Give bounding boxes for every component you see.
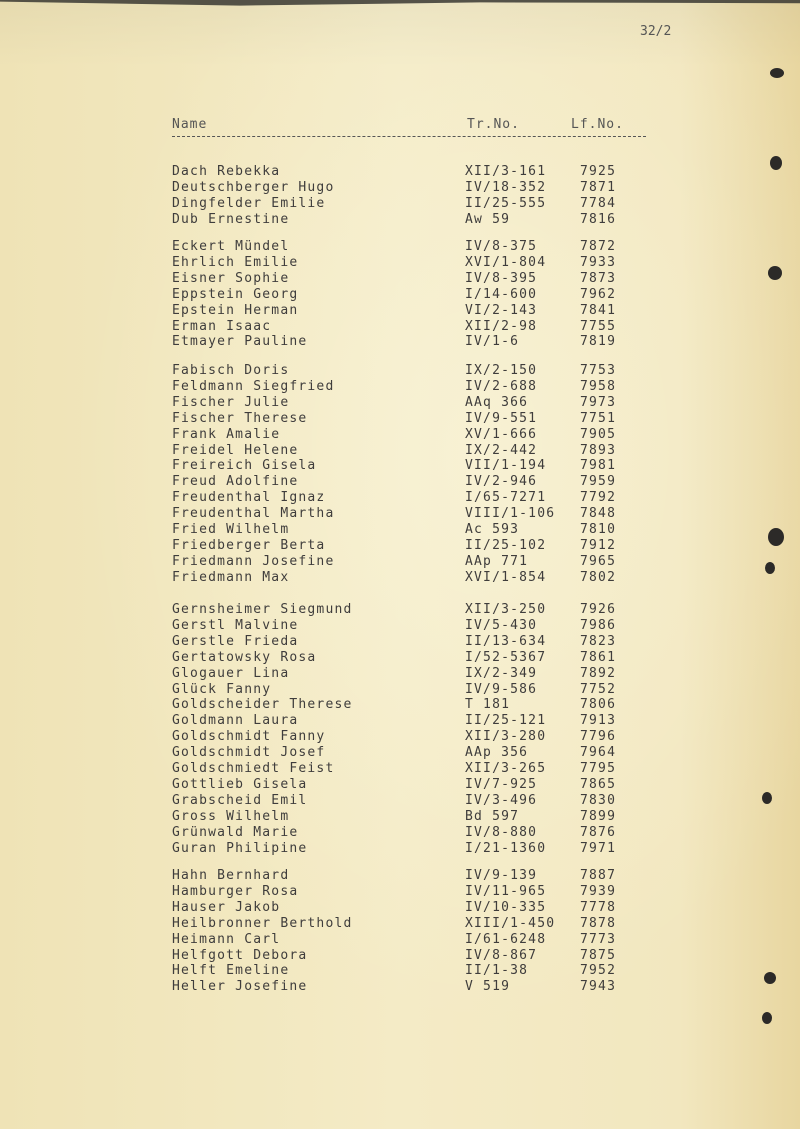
running-number: 7819 (580, 334, 617, 350)
list-item (0, 777, 700, 793)
person-name: Heller Josefine (172, 979, 308, 995)
transport-number: IV/2-946 (465, 474, 538, 490)
list-item (0, 287, 700, 303)
running-number: 7795 (580, 761, 617, 776)
list-item (0, 570, 700, 586)
transport-number: VIII/1-106 (465, 506, 556, 522)
transport-number: IX/2-349 (465, 665, 538, 681)
person-name: Glogauer Lina (172, 665, 290, 681)
ink-blot (765, 562, 775, 574)
transport-number: II/13-634 (465, 633, 547, 649)
transport-number: V 519 (465, 979, 511, 995)
transport-number: XII/3-280 (465, 729, 547, 745)
running-number: 7964 (580, 745, 617, 761)
running-number: 7905 (580, 426, 617, 442)
person-name: Hahn Bernhard (172, 868, 290, 883)
transport-number: I/14-600 (465, 286, 538, 302)
list-item (0, 522, 700, 538)
list-item (0, 618, 700, 634)
person-name: Deutschberger Hugo (172, 179, 335, 195)
running-number: 7878 (580, 915, 617, 931)
running-number: 7952 (580, 963, 617, 979)
transport-number: IV/8-867 (465, 947, 538, 963)
list-item (0, 729, 700, 745)
transport-number: IV/8-375 (465, 239, 538, 254)
person-name: Freireich Gisela (172, 458, 317, 474)
person-name: Fried Wilhelm (172, 522, 290, 537)
running-number: 7965 (580, 553, 617, 569)
running-number: 7887 (580, 868, 617, 883)
header-rule (172, 136, 646, 137)
list-item (0, 164, 700, 180)
running-number: 7986 (580, 617, 617, 633)
running-number: 7752 (580, 681, 617, 697)
transport-number: Ac 593 (465, 522, 520, 537)
list-item (0, 363, 700, 379)
column-header-tr-no: Tr.No. (467, 117, 520, 132)
running-number: 7971 (580, 840, 617, 856)
transport-number: I/61-6248 (465, 931, 547, 947)
running-number: 7912 (580, 537, 617, 553)
transport-number: XVI/1-854 (465, 569, 547, 585)
running-number: 7913 (580, 713, 617, 729)
list-item (0, 793, 700, 809)
list-item (0, 506, 700, 522)
list-item (0, 212, 700, 228)
person-name: Dub Ernestine (172, 211, 290, 227)
transport-number: IV/2-688 (465, 378, 538, 394)
running-number: 7933 (580, 254, 617, 270)
transport-number: IV/9-139 (465, 868, 538, 883)
list-item (0, 916, 700, 932)
running-number: 7926 (580, 602, 617, 617)
list-item (0, 538, 700, 554)
person-name: Freudenthal Ignaz (172, 490, 326, 506)
list-item (0, 948, 700, 964)
running-number: 7830 (580, 792, 617, 808)
running-number: 7841 (580, 302, 617, 318)
list-item (0, 979, 700, 995)
transport-number: IV/10-335 (465, 899, 547, 915)
person-name: Freudenthal Martha (172, 506, 335, 522)
list-item (0, 682, 700, 698)
page-number: 32/2 (640, 24, 672, 39)
transport-number: IV/11-965 (465, 883, 547, 899)
list-item (0, 303, 700, 319)
transport-number: I/21-1360 (465, 840, 547, 856)
running-number: 7751 (580, 410, 617, 426)
list-item (0, 379, 700, 395)
list-item (0, 841, 700, 857)
running-number: 7755 (580, 318, 617, 334)
list-item (0, 554, 700, 570)
running-number: 7753 (580, 363, 617, 378)
person-name: Goldscheider Therese (172, 697, 353, 713)
list-item (0, 334, 700, 350)
list-item (0, 196, 700, 212)
running-number: 7875 (580, 947, 617, 963)
list-item (0, 474, 700, 490)
person-name: Hauser Jakob (172, 899, 281, 915)
list-item (0, 932, 700, 948)
transport-number: VII/1-194 (465, 458, 547, 474)
transport-number: II/1-38 (465, 963, 529, 979)
list-item (0, 458, 700, 474)
transport-number: IX/2-442 (465, 442, 538, 458)
list-item (0, 411, 700, 427)
transport-number: VI/2-143 (465, 302, 538, 318)
transport-number: XII/3-161 (465, 164, 547, 179)
running-number: 7873 (580, 270, 617, 286)
transport-number: Aw 59 (465, 211, 511, 227)
person-name: Goldschmidt Josef (172, 745, 326, 761)
person-name: Goldschmiedt Feist (172, 761, 335, 776)
person-name: Frank Amalie (172, 426, 281, 442)
transport-number: XII/3-250 (465, 602, 547, 617)
running-number: 7848 (580, 506, 617, 522)
transport-number: XII/3-265 (465, 761, 547, 776)
transport-number: IV/3-496 (465, 792, 538, 808)
running-number: 7973 (580, 394, 617, 410)
list-item (0, 490, 700, 506)
running-number: 7893 (580, 442, 617, 458)
running-number: 7784 (580, 195, 617, 211)
ink-blot (770, 68, 784, 78)
running-number: 7981 (580, 458, 617, 474)
transport-number: II/25-121 (465, 713, 547, 729)
person-name: Helfgott Debora (172, 947, 308, 963)
column-header-name: Name (172, 117, 208, 132)
ink-blot (762, 1012, 772, 1024)
transport-number: I/65-7271 (465, 490, 547, 506)
running-number: 7871 (580, 179, 617, 195)
transport-number: IV/9-586 (465, 681, 538, 697)
person-name: Freidel Helene (172, 442, 299, 458)
person-name: Gertatowsky Rosa (172, 649, 317, 665)
torn-top-edge (0, 0, 800, 8)
person-name: Dingfelder Emilie (172, 195, 326, 211)
person-name: Etmayer Pauline (172, 334, 308, 350)
person-name: Hamburger Rosa (172, 883, 299, 899)
list-item (0, 395, 700, 411)
list-item (0, 271, 700, 287)
person-name: Fabisch Doris (172, 363, 290, 378)
person-name: Feldmann Siegfried (172, 378, 335, 394)
person-name: Friedberger Berta (172, 537, 326, 553)
list-item (0, 650, 700, 666)
running-number: 7816 (580, 211, 617, 227)
list-item (0, 761, 700, 777)
person-name: Friedmann Max (172, 569, 290, 585)
transport-number: IV/8-395 (465, 270, 538, 286)
running-number: 7823 (580, 633, 617, 649)
transport-number: II/25-555 (465, 195, 547, 211)
person-name: Heilbronner Berthold (172, 915, 353, 931)
list-item (0, 697, 700, 713)
list-item (0, 963, 700, 979)
person-name: Eisner Sophie (172, 270, 290, 286)
list-item (0, 319, 700, 335)
running-number: 7943 (580, 979, 617, 995)
running-number: 7796 (580, 729, 617, 745)
person-name: Goldmann Laura (172, 713, 299, 729)
running-number: 7939 (580, 883, 617, 899)
person-name: Guran Philipine (172, 840, 308, 856)
person-name: Grabscheid Emil (172, 792, 308, 808)
person-name: Heimann Carl (172, 931, 281, 947)
running-number: 7792 (580, 490, 617, 506)
person-name: Goldschmidt Fanny (172, 729, 326, 745)
person-name: Gottlieb Gisela (172, 776, 308, 792)
ink-blot (762, 792, 772, 804)
transport-number: IX/2-150 (465, 363, 538, 378)
transport-number: XV/1-666 (465, 426, 538, 442)
list-item (0, 180, 700, 196)
transport-number: IV/1-6 (465, 334, 520, 350)
list-item (0, 666, 700, 682)
list-item (0, 239, 700, 255)
running-number: 7925 (580, 164, 617, 179)
person-name: Gernsheimer Siegmund (172, 602, 353, 617)
list-item (0, 713, 700, 729)
person-name: Epstein Herman (172, 302, 299, 318)
transport-number: AAp 771 (465, 553, 529, 569)
list-item (0, 443, 700, 459)
ink-blot (770, 156, 782, 170)
running-number: 7810 (580, 522, 617, 537)
list-item (0, 884, 700, 900)
ink-blot (768, 266, 782, 280)
transport-number: XIII/1-450 (465, 915, 556, 931)
person-name: Helft Emeline (172, 963, 290, 979)
transport-number: I/52-5367 (465, 649, 547, 665)
person-name: Eckert Mündel (172, 239, 290, 254)
running-number: 7958 (580, 378, 617, 394)
person-name: Glück Fanny (172, 681, 272, 697)
list-item (0, 868, 700, 884)
person-name: Grünwald Marie (172, 824, 299, 840)
person-name: Gross Wilhelm (172, 808, 290, 824)
transport-number: AAp 356 (465, 745, 529, 761)
transport-number: XVI/1-804 (465, 254, 547, 270)
list-item (0, 825, 700, 841)
person-name: Fischer Therese (172, 410, 308, 426)
transport-number: II/25-102 (465, 537, 547, 553)
person-name: Eppstein Georg (172, 286, 299, 302)
transport-number: XII/2-98 (465, 318, 538, 334)
running-number: 7876 (580, 824, 617, 840)
list-item (0, 809, 700, 825)
running-number: 7899 (580, 808, 617, 824)
person-name: Friedmann Josefine (172, 553, 335, 569)
transport-number: IV/9-551 (465, 410, 538, 426)
transport-number: IV/7-925 (465, 776, 538, 792)
running-number: 7806 (580, 697, 617, 713)
column-header-lf-no: Lf.No. (571, 117, 624, 132)
transport-number: AAq 366 (465, 394, 529, 410)
running-number: 7773 (580, 931, 617, 947)
transport-number: Bd 597 (465, 808, 520, 824)
person-name: Freud Adolfine (172, 474, 299, 490)
transport-number: IV/5-430 (465, 617, 538, 633)
list-item (0, 634, 700, 650)
transport-number: IV/18-352 (465, 179, 547, 195)
person-name: Fischer Julie (172, 394, 290, 410)
person-name: Ehrlich Emilie (172, 254, 299, 270)
list-item (0, 602, 700, 618)
running-number: 7962 (580, 286, 617, 302)
running-number: 7778 (580, 899, 617, 915)
transport-number: T 181 (465, 697, 511, 713)
running-number: 7802 (580, 569, 617, 585)
running-number: 7865 (580, 776, 617, 792)
ink-blot (768, 528, 784, 546)
transport-number: IV/8-880 (465, 824, 538, 840)
person-name: Gerstl Malvine (172, 617, 299, 633)
running-number: 7861 (580, 649, 617, 665)
list-item (0, 900, 700, 916)
list-item (0, 255, 700, 271)
person-name: Gerstle Frieda (172, 633, 299, 649)
list-item (0, 427, 700, 443)
running-number: 7959 (580, 474, 617, 490)
running-number: 7892 (580, 665, 617, 681)
running-number: 7872 (580, 239, 617, 254)
ink-blot (764, 972, 776, 984)
person-name: Dach Rebekka (172, 164, 281, 179)
list-item (0, 745, 700, 761)
person-name: Erman Isaac (172, 318, 272, 334)
